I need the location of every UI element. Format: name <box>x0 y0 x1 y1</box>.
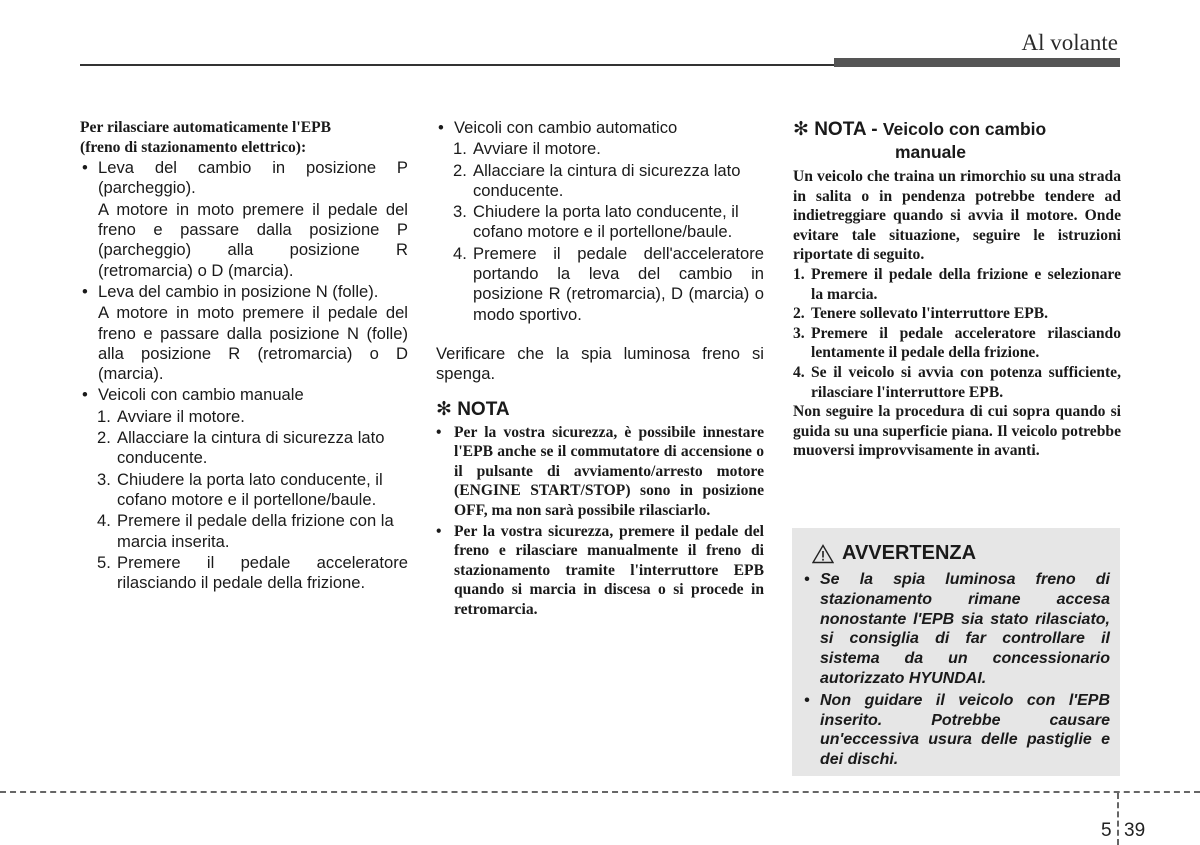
page-header-title: Al volante <box>1021 30 1118 55</box>
paragraph: Un veicolo che traina un rimorchio su una strada in salita o in pendenza potrebbe tendere ad indietreggiare quando si avvia il motore. Onde evitare tale situazione, seguire le istruzioni riportate di seguito. <box>793 168 1121 264</box>
warning-box <box>792 528 1120 776</box>
warning-triangle-icon <box>812 544 834 564</box>
page-number: 39 <box>1124 820 1146 841</box>
footer-divider <box>1117 793 1119 845</box>
warning-body <box>804 570 1110 770</box>
list-item: • Leva del cambio in posizione N (folle). <box>82 281 379 301</box>
step-item: 3. Chiudere la porta lato conducente, il cofano motore e il portellone/baule. <box>97 469 383 509</box>
bullet-icon: • <box>82 158 88 178</box>
bullet-icon: • <box>436 423 442 441</box>
list-item: • Veicoli con cambio manuale <box>82 385 304 405</box>
bullet-icon: • <box>804 571 810 588</box>
star-icon: ✻ <box>793 119 809 140</box>
nota-heading: ✻ NOTA - Veicolo con cambio manuale <box>793 119 1047 162</box>
bullet-icon: • <box>82 281 88 301</box>
column-2 <box>436 118 764 620</box>
column-1 <box>80 118 408 593</box>
paragraph: Verificare che la spia luminosa freno si spenga. <box>436 343 764 384</box>
step-item: 1. Avviare il motore. <box>453 139 601 159</box>
paragraph: A motore in moto premere il pedale del freno e passare dalla posizione P (parcheggio) alla posizione R (retromarcia) o D (marcia). <box>98 199 408 280</box>
step-item: 3. Chiudere la porta lato conducente, il cofano motore e il portellone/baule. <box>453 202 739 242</box>
step-item: 4. Premere il pedale della frizione con la marcia inserita. <box>97 511 394 551</box>
step-item: 1. Premere il pedale della frizione e selezionare la marcia. <box>793 265 1121 303</box>
section-number: 5 <box>1101 820 1112 841</box>
list-item: • Leva del cambio in posizione P (parcheggio). <box>82 158 408 198</box>
header-accent-bar <box>834 58 1120 67</box>
nota-list <box>436 423 764 620</box>
list-item: • Veicoli con cambio automatico <box>438 118 678 137</box>
column-3 <box>793 118 1121 461</box>
nota-body <box>793 167 1121 461</box>
step-item: 4. Premere il pedale dell'acceleratore portando la leva del cambio in posizione R (retromarcia), D (marcia) o modo sportivo. <box>453 243 764 324</box>
paragraph: A motore in moto premere il pedale del freno e passare dalla posizione N (folle) alla posizione R (retromarcia) o D (marcia). <box>98 303 408 384</box>
list-item: • Non guidare il veicolo con l'EPB inserito. Potrebbe causare un'eccessiva usura delle pastiglie e dei dischi. <box>804 691 1110 769</box>
list-item: • Se la spia luminosa freno di stazionamento rimane accesa nonostante l'EPB sia stato rilasciato, si consiglia di far controllare il sistema da un concessionario autorizzato HYUNDAI. <box>804 571 1110 687</box>
bullet-icon: • <box>436 522 442 540</box>
section-heading: Per rilasciare automaticamente l'EPB (freno di stazionamento elettrico): <box>80 119 332 156</box>
step-item: 2. Allacciare la cintura di sicurezza lato conducente. <box>97 428 385 468</box>
step-item: 1. Avviare il motore. <box>97 406 245 426</box>
paragraph: Non seguire la procedura di cui sopra quando si guida su una superficie piana. Il veicolo potrebbe muoversi improvvisamente in avanti. <box>793 403 1121 460</box>
bullet-icon: • <box>804 691 810 709</box>
step-item: 2. Allacciare la cintura di sicurezza lato conducente. <box>453 160 741 200</box>
nota-heading: ✻ NOTA <box>436 398 510 420</box>
bullet-icon: • <box>82 385 88 405</box>
footer-rule <box>0 791 1200 793</box>
step-item: 4. Se il veicolo si avvia con potenza sufficiente, rilasciare l'interruttore EPB. <box>793 363 1121 401</box>
star-icon: ✻ <box>436 398 452 420</box>
list-item: • Per la vostra sicurezza, premere il pedale del freno e rilasciare manualmente il freno di stazionamento tramite l'interruttore EPB quando si marcia in discesa o si procede in retromarcia. <box>436 522 764 618</box>
step-item: 3. Premere il pedale acceleratore rilasciando lentamente il pedale della frizione. <box>793 324 1121 362</box>
list-item: • Per la vostra sicurezza, è possibile innestare l'EPB anche se il commutatore di accensione o il pulsante di avviamento/arresto motore (ENGINE START/STOP) sono in posizione OFF, ma non sarà possibile rilasciarlo. <box>436 423 764 519</box>
step-item: 2. Tenere sollevato l'interruttore EPB. <box>793 305 1049 323</box>
bullet-icon: • <box>438 118 444 137</box>
step-item: 5. Premere il pedale acceleratore rilasciando il pedale della frizione. <box>97 552 408 593</box>
warning-heading: AVVERTENZA <box>812 542 976 565</box>
